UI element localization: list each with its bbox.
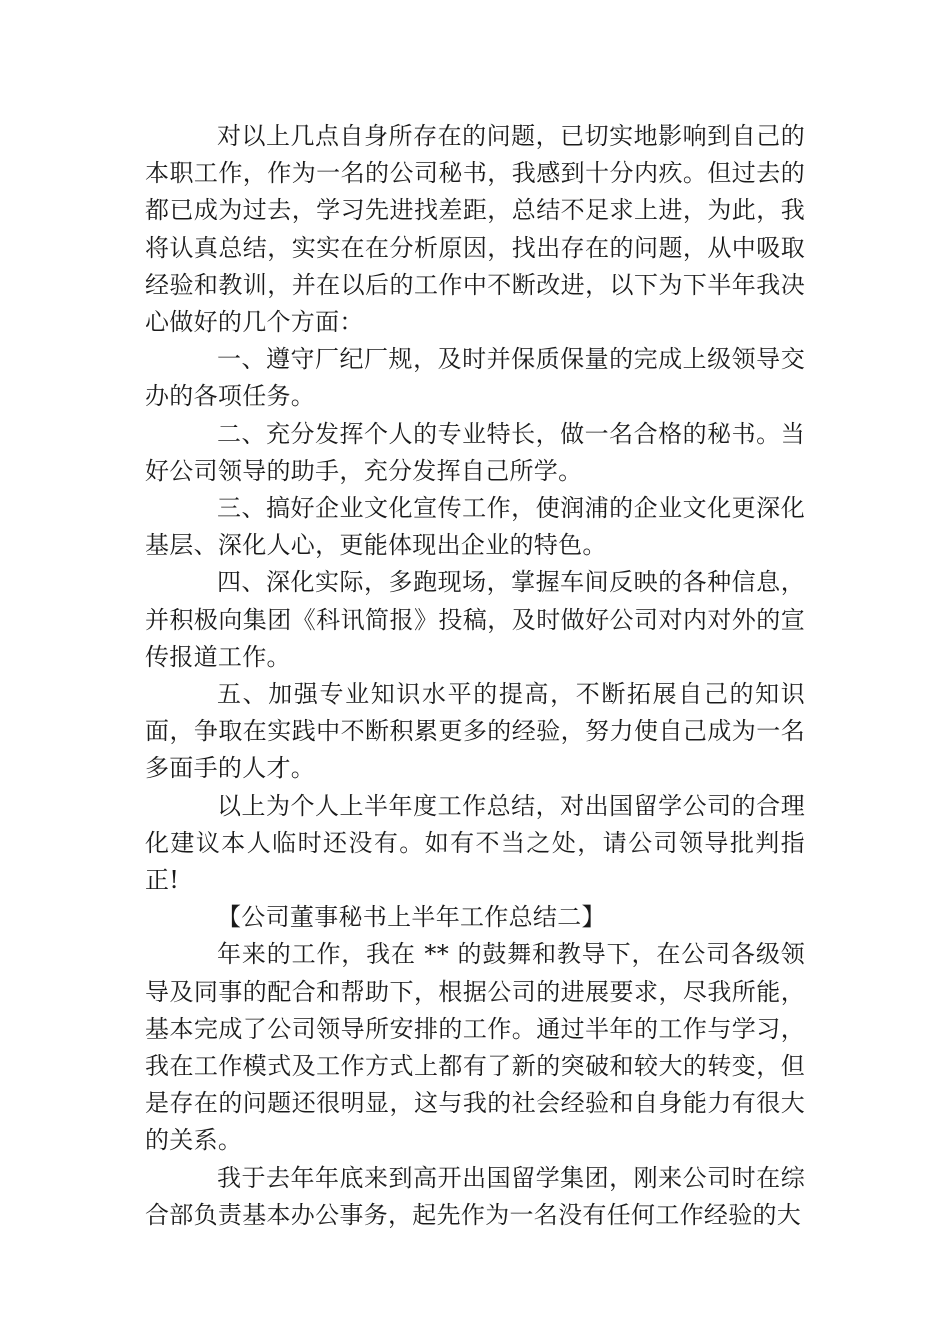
paragraph-item-3: 三、搞好企业文化宣传工作，使润浦的企业文化更深化基层、深化人心，更能体现出企业的特色。 [145, 494, 805, 560]
paragraph-item-1: 一、遵守厂纪厂规，及时并保质保量的完成上级领导交办的各项任务。 [145, 345, 805, 411]
paragraph-intro: 对以上几点自身所存在的问题，已切实地影响到自己的本职工作，作为一名的公司秘书，我感到十分内疚。但过去的都已成为过去，学习先进找差距，总结不足求上进，为此，我将认真总结，实实在在分析原因，找出存在的问题，从中吸取经验和教训，并在以后的工作中不断改进，以下为下半年我决心做好的几个方面： [145, 122, 805, 337]
paragraph-item-2: 二、充分发挥个人的专业特长，做一名合格的秘书。当好公司领导的助手，充分发挥自己所学。 [145, 419, 805, 485]
section-heading: 【公司董事秘书上半年工作总结二】 [217, 903, 606, 932]
document-body [145, 118, 805, 1234]
paragraph-summary-2-intro: 年来的工作，我在 ** 的鼓舞和教导下，在公司各级领导及同事的配合和帮助下，根据公司的进展要求，尽我所能，基本完成了公司领导所安排的工作。通过半年的工作与学习，我在工作模式及工作方式上都有了新的突破和较大的转变，但是存在的问题还很明显，这与我的社会经验和自身能力有很大的关系。 [145, 940, 805, 1155]
paragraph-closing: 以上为个人上半年度工作总结，对出国留学公司的合理化建议本人临时还没有。如有不当之处，请公司领导批判指正! [145, 791, 805, 895]
paragraph-item-4: 四、深化实际，多跑现场，掌握车间反映的各种信息，并积极向集团《科讯简报》投稿，及时做好公司对内对外的宣传报道工作。 [145, 568, 805, 671]
paragraph-summary-2-background: 我于去年年底来到高开出国留学集团，刚来公司时在综合部负责基本办公事务，起先作为一名没有任何工作经验的大 [145, 1163, 805, 1229]
paragraph-item-5: 五、加强专业知识水平的提高，不断拓展自己的知识面，争取在实践中不断积累更多的经验，努力使自己成为一名多面手的人才。 [145, 680, 805, 783]
